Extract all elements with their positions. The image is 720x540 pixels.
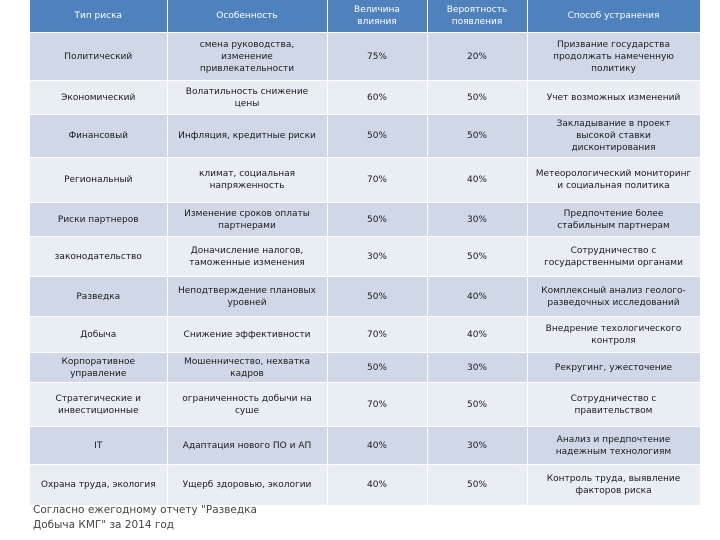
cell-risk-type: Добыча bbox=[30, 317, 167, 353]
cell-feature: Волатильность снижение цены bbox=[167, 81, 327, 115]
table-row bbox=[30, 237, 700, 277]
header-mitigation: Способ устранения bbox=[527, 0, 700, 33]
table-header-row bbox=[30, 0, 700, 33]
cell-mitigation: Предпочтение более стабильным партнерам bbox=[527, 203, 700, 237]
table-row bbox=[30, 158, 700, 203]
cell-impact: 70% bbox=[327, 383, 427, 427]
cell-probability: 30% bbox=[427, 427, 527, 465]
cell-mitigation: Закладывание в проект высокой ставки дисконтирования bbox=[527, 115, 700, 158]
cell-probability: 30% bbox=[427, 203, 527, 237]
cell-risk-type: Финансовый bbox=[30, 115, 167, 158]
cell-probability: 40% bbox=[427, 158, 527, 203]
cell-impact: 70% bbox=[327, 317, 427, 353]
cell-impact: 70% bbox=[327, 158, 427, 203]
cell-mitigation: Анализ и предпочтение надежным технологиям bbox=[527, 427, 700, 465]
cell-feature: Снижение эффективности bbox=[167, 317, 327, 353]
cell-impact: 50% bbox=[327, 277, 427, 317]
header-feature: Особенность bbox=[167, 0, 327, 33]
table-row bbox=[30, 203, 700, 237]
cell-impact: 40% bbox=[327, 427, 427, 465]
cell-probability: 50% bbox=[427, 81, 527, 115]
table-row bbox=[30, 277, 700, 317]
cell-mitigation: Сотрудничество с государственными органами bbox=[527, 237, 700, 277]
cell-feature: климат, социальная напряженность bbox=[167, 158, 327, 203]
cell-feature: Ущерб здоровью, экологии bbox=[167, 465, 327, 505]
cell-mitigation: Метеорологический мониторинг и социальная политика bbox=[527, 158, 700, 203]
source-footnote: Согласно ежегодному отчету "Разведка Добыча КМГ" за 2014 год bbox=[33, 504, 257, 531]
header-probability: Вероятность появления bbox=[427, 0, 527, 33]
risk-table-container bbox=[30, 0, 700, 505]
cell-risk-type: законодательство bbox=[30, 237, 167, 277]
cell-feature: Инфляция, кредитные риски bbox=[167, 115, 327, 158]
cell-impact: 50% bbox=[327, 203, 427, 237]
cell-probability: 50% bbox=[427, 383, 527, 427]
cell-impact: 50% bbox=[327, 115, 427, 158]
cell-risk-type: Корпоративное управление bbox=[30, 353, 167, 383]
cell-impact: 60% bbox=[327, 81, 427, 115]
cell-feature: Мошенничество, нехватка кадров bbox=[167, 353, 327, 383]
cell-feature: смена руководства, изменение привлекательности bbox=[167, 33, 327, 81]
cell-risk-type: Стратегические и инвестиционные bbox=[30, 383, 167, 427]
cell-mitigation: Сотрудничество с правительством bbox=[527, 383, 700, 427]
cell-feature: Адаптация нового ПО и АП bbox=[167, 427, 327, 465]
cell-risk-type: Охрана труда, экология bbox=[30, 465, 167, 505]
table-row bbox=[30, 115, 700, 158]
cell-risk-type: IT bbox=[30, 427, 167, 465]
cell-risk-type: Политический bbox=[30, 33, 167, 81]
cell-risk-type: Региональный bbox=[30, 158, 167, 203]
cell-probability: 50% bbox=[427, 237, 527, 277]
cell-probability: 50% bbox=[427, 465, 527, 505]
cell-feature: Изменение сроков оплаты партнерами bbox=[167, 203, 327, 237]
cell-probability: 40% bbox=[427, 277, 527, 317]
cell-impact: 30% bbox=[327, 237, 427, 277]
cell-mitigation: Внедрение техологического контроля bbox=[527, 317, 700, 353]
cell-probability: 30% bbox=[427, 353, 527, 383]
cell-impact: 75% bbox=[327, 33, 427, 81]
cell-mitigation: Призвание государства продолжать намеченную политику bbox=[527, 33, 700, 81]
cell-risk-type: Разведка bbox=[30, 277, 167, 317]
table-row bbox=[30, 81, 700, 115]
table-row bbox=[30, 33, 700, 81]
cell-mitigation: Учет возможных изменений bbox=[527, 81, 700, 115]
table-row bbox=[30, 427, 700, 465]
cell-impact: 50% bbox=[327, 353, 427, 383]
cell-mitigation: Рекругинг, ужесточение bbox=[527, 353, 700, 383]
cell-risk-type: Экономический bbox=[30, 81, 167, 115]
cell-feature: Неподтверждение плановых уровней bbox=[167, 277, 327, 317]
cell-probability: 40% bbox=[427, 317, 527, 353]
cell-mitigation: Контроль труда, выявление факторов риска bbox=[527, 465, 700, 505]
cell-probability: 50% bbox=[427, 115, 527, 158]
cell-feature: Доначисление налогов, таможенные изменения bbox=[167, 237, 327, 277]
cell-risk-type: Риски партнеров bbox=[30, 203, 167, 237]
cell-probability: 20% bbox=[427, 33, 527, 81]
cell-feature: ограниченность добычи на суше bbox=[167, 383, 327, 427]
table-row bbox=[30, 383, 700, 427]
cell-impact: 40% bbox=[327, 465, 427, 505]
table-row bbox=[30, 317, 700, 353]
header-risk-type: Тип риска bbox=[30, 0, 167, 33]
cell-mitigation: Комплексный анализ геолого-разведочных исследований bbox=[527, 277, 700, 317]
table-row bbox=[30, 353, 700, 383]
risk-table bbox=[30, 0, 701, 505]
header-impact: Величина влияния bbox=[327, 0, 427, 33]
table-row bbox=[30, 465, 700, 505]
